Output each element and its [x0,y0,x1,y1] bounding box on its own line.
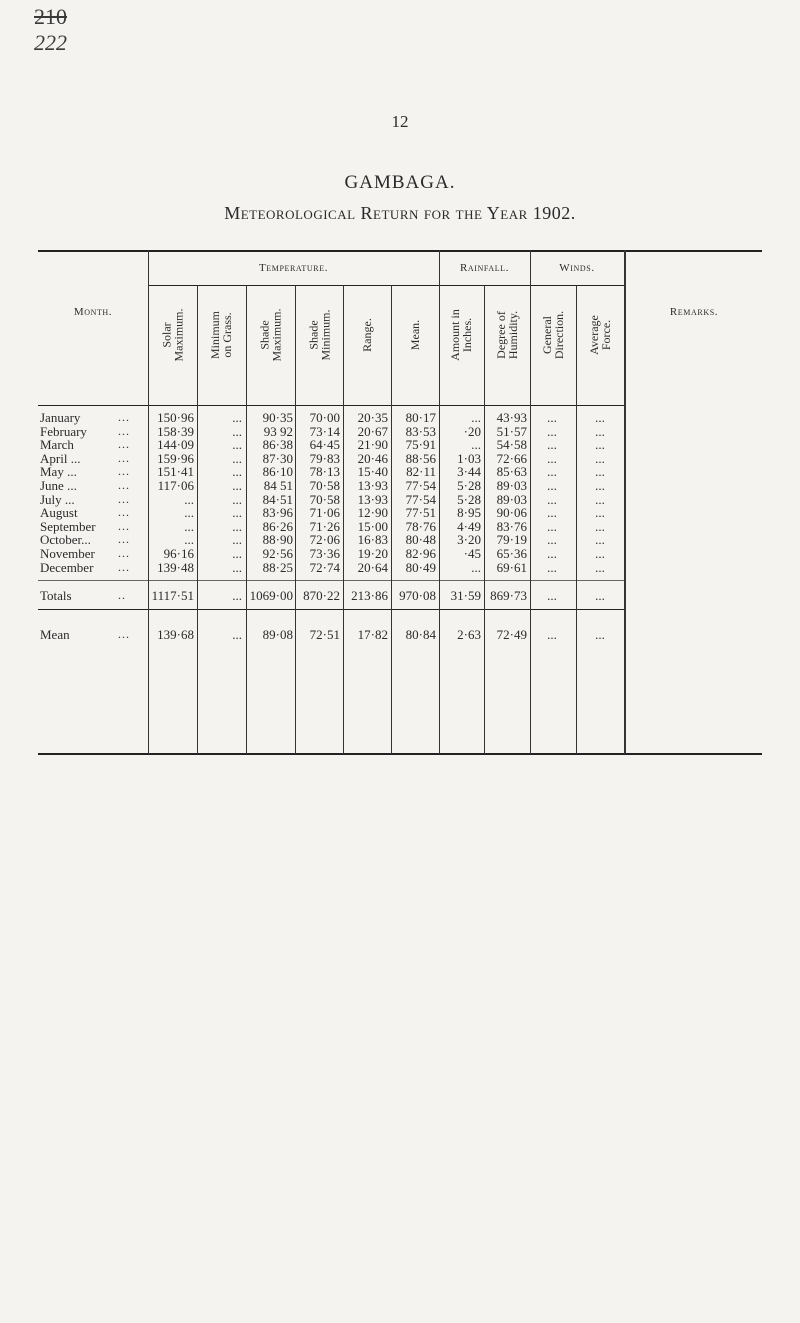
table-cell: ... [547,437,557,452]
table-bottom-rule [38,753,762,755]
meteorological-table [38,250,762,756]
table-cell: ... [232,505,242,520]
table-cell: 3·20 [457,532,481,547]
table-cell: 77·54 [405,478,436,493]
table-cell: 83·53 [405,424,436,439]
table-cell: ... [547,492,557,507]
header-winds: Winds. [559,262,595,274]
table-cell: ... [595,478,605,493]
table-cell: 86·10 [262,464,293,479]
table-cell: 43·93 [496,410,527,425]
table-cell: 13·93 [357,492,388,507]
table-cell: 139·68 [157,627,194,642]
table-cell: ... [547,627,557,642]
table-cell: ... [232,588,242,603]
table-cell: 80·17 [405,410,436,425]
col-header-solar-max: Solar Maximum. [159,308,185,362]
table-cell: 4·49 [457,519,481,534]
month-label: March [40,437,74,452]
leader-dots: ... [118,532,130,546]
table-cell: ... [547,546,557,561]
table-cell: 90·06 [496,505,527,520]
handwritten-old-number: 210 [34,4,67,29]
table-cell: 72·66 [496,451,527,466]
table-cell: 73·14 [309,424,340,439]
table-cell: 80·48 [405,532,436,547]
table-cell: 83·76 [496,519,527,534]
table-row [38,627,762,642]
table-cell: 20·35 [357,410,388,425]
table-cell: 87·30 [262,451,293,466]
table-cell: ... [184,505,194,520]
table-cell: 92·56 [262,546,293,561]
month-label: December [40,560,94,575]
table-cell: 17·82 [357,627,388,642]
table-cell: 51·57 [496,424,527,439]
table-row [38,437,762,452]
leader-dots: ... [118,519,130,533]
month-label: July ... [40,492,75,507]
table-cell: 117·06 [157,478,194,493]
table-cell: ... [184,519,194,534]
table-cell: 89·08 [262,627,293,642]
leader-dots: ... [118,560,130,574]
table-cell: 15·00 [357,519,388,534]
table-cell: ... [232,424,242,439]
table-cell: 12·90 [357,505,388,520]
table-cell: 3·44 [457,464,481,479]
table-row [38,588,762,603]
table-top-rule [38,250,762,252]
page-number: 12 [391,112,409,131]
table-cell: 88·90 [262,532,293,547]
col-header-range: Range. [360,318,374,352]
table-cell: ... [595,410,605,425]
table-cell: 20·46 [357,451,388,466]
table-cell: 78·13 [309,464,340,479]
table-cell: 5·28 [457,478,481,493]
month-label: June ... [40,478,77,493]
table-cell: ... [547,519,557,534]
table-cell: ... [595,560,605,575]
table-cell: 144·09 [157,437,194,452]
leader-dots: ... [118,492,130,506]
table-cell: 86·38 [262,437,293,452]
leader-dots: ... [118,627,130,641]
table-cell: ... [232,464,242,479]
table-cell: ... [547,464,557,479]
table-cell: ... [232,492,242,507]
leader-dots: .. [118,588,126,602]
col-header-humidity: Degree of Humidity. [494,310,521,360]
table-cell: 2·63 [457,627,481,642]
month-label: Totals [40,588,72,603]
group-header-rule [148,285,626,286]
month-label: January [40,410,81,425]
col-header-shade-min: Shade Minimum. [306,309,333,361]
month-label: April ... [40,451,81,466]
table-cell: ... [595,627,605,642]
table-cell: ... [595,424,605,439]
table-cell: 93 92 [263,424,293,439]
table-cell: ... [595,519,605,534]
table-cell: 70·58 [309,478,340,493]
handwritten-page-number [34,6,67,54]
table-cell: ... [595,505,605,520]
table-cell: 970·08 [399,588,436,603]
body-bottom-rule [38,580,626,581]
table-cell: 869·73 [490,588,527,603]
table-cell: 79·83 [309,451,340,466]
table-cell: 88·56 [405,451,436,466]
header-remarks: Remarks. [669,306,719,318]
table-cell: 54·58 [496,437,527,452]
table-cell: 20·64 [357,560,388,575]
table-cell: 69·61 [496,560,527,575]
table-cell: ... [595,588,605,603]
table-cell: 89·03 [496,492,527,507]
leader-dots: ... [118,546,130,560]
table-cell: ... [471,410,481,425]
table-cell: 73·36 [309,546,340,561]
table-cell: 90·35 [262,410,293,425]
header-rainfall: Rainfall. [459,262,510,274]
header-bottom-rule [38,405,626,406]
table-cell: ·20 [463,424,481,439]
table-row [38,560,762,575]
table-cell: 96·16 [163,546,194,561]
table-cell: 83·96 [262,505,293,520]
leader-dots: ... [118,505,130,519]
table-cell: 13·93 [357,478,388,493]
table-cell: 21·90 [357,437,388,452]
leader-dots: ... [118,437,130,451]
table-cell: ... [547,588,557,603]
table-cell: 71·06 [309,505,340,520]
table-cell: ... [471,437,481,452]
table-cell: ... [547,505,557,520]
table-cell: 1·03 [457,451,481,466]
table-cell: 78·76 [405,519,436,534]
table-cell: 86·26 [262,519,293,534]
table-row [38,410,762,425]
col-header-mean: Mean. [407,319,422,351]
table-cell: 82·96 [405,546,436,561]
table-cell: ... [232,627,242,642]
month-label: November [40,546,95,561]
leader-dots: ... [118,451,130,465]
table-cell: 72·74 [309,560,340,575]
table-cell: ... [232,410,242,425]
table-cell: 15·40 [357,464,388,479]
table-cell: ·45 [463,546,481,561]
table-cell: 85·63 [496,464,527,479]
table-cell: ... [547,478,557,493]
table-cell: ... [547,560,557,575]
table-cell: 8·95 [457,505,481,520]
table-cell: 84 51 [263,478,293,493]
handwritten-new-number: 222 [34,30,67,55]
page-title: GAMBAGA. [344,172,456,193]
table-cell: 70·58 [309,492,340,507]
month-label: February [40,424,87,439]
month-label: October... [40,532,91,547]
table-cell: 139·48 [157,560,194,575]
table-row [38,505,762,520]
table-cell: ... [232,519,242,534]
table-cell: 72·06 [309,532,340,547]
leader-dots: ... [118,464,130,478]
table-cell: 151·41 [157,464,194,479]
totals-bottom-rule [38,609,626,610]
table-cell: 20·67 [357,424,388,439]
table-cell: 159·96 [157,451,194,466]
table-cell: 16·83 [357,532,388,547]
leader-dots: ... [118,410,130,424]
table-cell: 79·19 [496,532,527,547]
table-row [38,532,762,547]
table-cell: ... [547,410,557,425]
table-cell: ... [184,492,194,507]
table-cell: ... [595,437,605,452]
table-cell: ... [232,451,242,466]
table-cell: ... [595,546,605,561]
table-cell: 213·86 [351,588,388,603]
table-cell: 19·20 [357,546,388,561]
table-cell: 1117·51 [151,588,194,603]
leader-dots: ... [118,424,130,438]
col-header-wind-direction: General Direction. [540,310,567,360]
table-cell: 80·49 [405,560,436,575]
table-row [38,546,762,561]
month-label: Mean [40,627,70,642]
month-label: September [40,519,96,534]
table-cell: 870·22 [303,588,340,603]
col-header-min-grass: Minimum on Grass. [208,310,235,360]
table-cell: ... [547,424,557,439]
table-cell: 31·59 [450,588,481,603]
table-cell: ... [232,478,242,493]
leader-dots: ... [118,478,130,492]
table-cell: ... [232,437,242,452]
table-row [38,464,762,479]
table-cell: ... [232,560,242,575]
table-cell: ... [595,464,605,479]
table-row [38,478,762,493]
table-cell: 84·51 [262,492,293,507]
table-cell: ... [595,492,605,507]
table-cell: 64·45 [309,437,340,452]
table-cell: ... [595,451,605,466]
page-subtitle: Meteorological Return for the Year 1902. [224,203,576,223]
table-cell: ... [471,560,481,575]
header-month: Month. [73,306,113,318]
table-cell: 89·03 [496,478,527,493]
table-cell: 71·26 [309,519,340,534]
table-cell: ... [547,532,557,547]
table-cell: 150·96 [157,410,194,425]
table-cell: ... [232,532,242,547]
table-cell: 82·11 [406,464,436,479]
table-cell: ... [595,532,605,547]
table-cell: 77·51 [405,505,436,520]
col-header-shade-max: Shade Maximum. [257,308,283,362]
month-label: August [40,505,78,520]
table-cell: 80·84 [405,627,436,642]
table-cell: 88·25 [262,560,293,575]
table-cell: ... [547,451,557,466]
table-cell: ... [232,546,242,561]
table-cell: 65·36 [496,546,527,561]
table-cell: 5·28 [457,492,481,507]
table-cell: 75·91 [405,437,436,452]
col-header-rain-amount: Amount in Inches. [448,309,475,361]
table-cell: 158·39 [157,424,194,439]
month-label: May ... [40,464,77,479]
table-cell: 1069·00 [249,588,293,603]
table-cell: 72·51 [309,627,340,642]
header-temperature: Temperature. [258,262,329,274]
col-header-wind-force: Average Force. [587,315,613,355]
table-cell: 70·00 [309,410,340,425]
table-cell: ... [184,532,194,547]
table-cell: 77·54 [405,492,436,507]
table-cell: 72·49 [496,627,527,642]
